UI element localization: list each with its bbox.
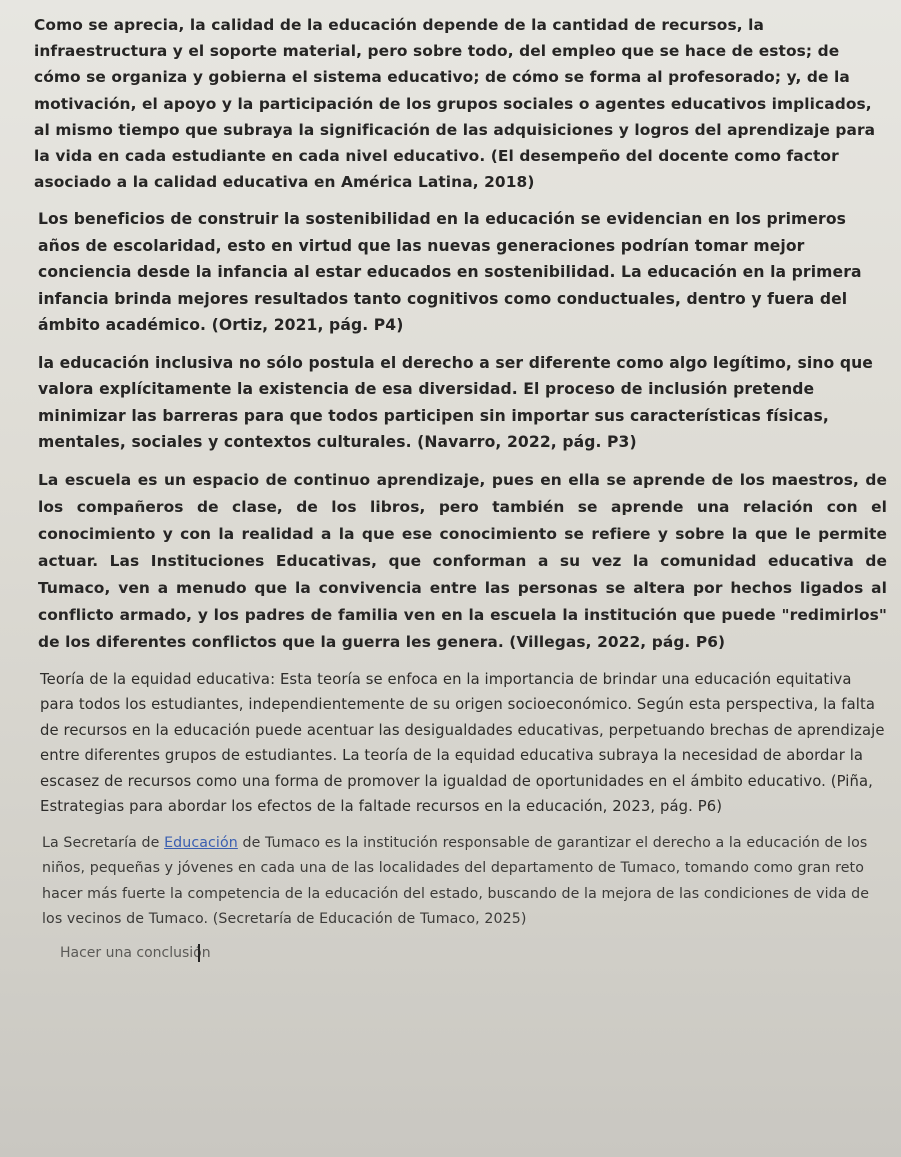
text-caret bbox=[198, 944, 200, 962]
paragraph-teoria-equidad: Teoría de la equidad educativa: Esta teoría se enfoca en la importancia de brindar una educación equitativa para todos los estudiantes, independientemente de su origen socioeconómico. Según esta perspectiva, la falta de recursos en la educación puede acentuar las desigualdades educativas, perpetuando brechas de aprendizaje entre diferentes grupos de estudiantes. La teoría de la equidad educativa subraya la necesidad de abordar la escasez de recursos como una forma de promover la igualdad de oportunidades en el ámbito educativo. (Piña, Estrategias para abordar los efectos de la faltade recursos en la educación, 2023, pág. P6) bbox=[40, 670, 885, 816]
conclusion-input[interactable] bbox=[60, 945, 660, 961]
educacion-link[interactable]: Educación bbox=[164, 834, 238, 851]
paragraph-calidad-educacion: Como se aprecia, la calidad de la educación depende de la cantidad de recursos, la infraestructura y el soporte material, pero sobre todo, del empleo que se hace de estos; de cómo se organiza y gobierna el sistema educativo; de cómo se forma al profesorado; y, de la motivación, el apoyo y la participación de los grupos sociales o agentes educativos implicados, al mismo tiempo que subraya la significación de las adquisiciones y logros del aprendizaje para la vida en cada estudiante en cada nivel educativo. (El desempeño del docente como factor asociado a la calidad educativa en América Latina, 2018) bbox=[34, 16, 876, 192]
paragraph-secretaria-educacion bbox=[42, 831, 887, 933]
conclusion-row bbox=[60, 944, 887, 962]
paragraph-sostenibilidad: Los beneficios de construir la sostenibilidad en la educación se evidencian en los primeros años de escolaridad, esto en virtud que las nuevas generaciones podrían tomar mejor conciencia desde la infancia al estar educados en sostenibilidad. La educación en la primera infancia brinda mejores resultados tanto cognitivos como conductuales, dentro y fuera del ámbito académico. (Ortiz, 2021, pág. P4) bbox=[38, 210, 862, 335]
paragraph-text-after-link: de Tumaco es la institución responsable de garantizar el derecho a la educación de los niños, pequeñas y jóvenes en cada una de las localidades del departamento de Tumaco, tomando como gran reto hacer más fuerte la competencia de la educación del estado, buscando de la mejora de las condiciones de vida de los vecinos de Tumaco. (Secretaría de Educación de Tumaco, 2025) bbox=[42, 834, 870, 928]
paragraph-text-before-link: La Secretaría de bbox=[42, 834, 165, 851]
paragraph-educacion-inclusiva: la educación inclusiva no sólo postula el derecho a ser diferente como algo legítimo, sino que valora explícitamente la existencia de esa diversidad. El proceso de inclusión pretende minimizar las barreras para que todos participen sin importar sus características físicas, mentales, sociales y contextos culturales. (Navarro, 2022, pág. P3) bbox=[38, 353, 873, 452]
paragraph-escuela-aprendizaje: La escuela es un espacio de continuo aprendizaje, pues en ella se aprende de los maestros, de los compañeros de clase, de los libros, pero también se aprende una relación con el conocimiento y con la realidad a la que ese conocimiento se refiere y sobre la que le permite actuar. Las Instituciones Educativas, que conforman a su vez la comunidad educativa de Tumaco, ven a menudo que la convivencia entre las personas se altera por hechos ligados al conflicto armado, y los padres de familia ven en la escuela la institución que puede "redimirlos" de los diferentes conflictos que la guerra les genera. (Villegas, 2022, pág. P6) bbox=[38, 470, 887, 651]
